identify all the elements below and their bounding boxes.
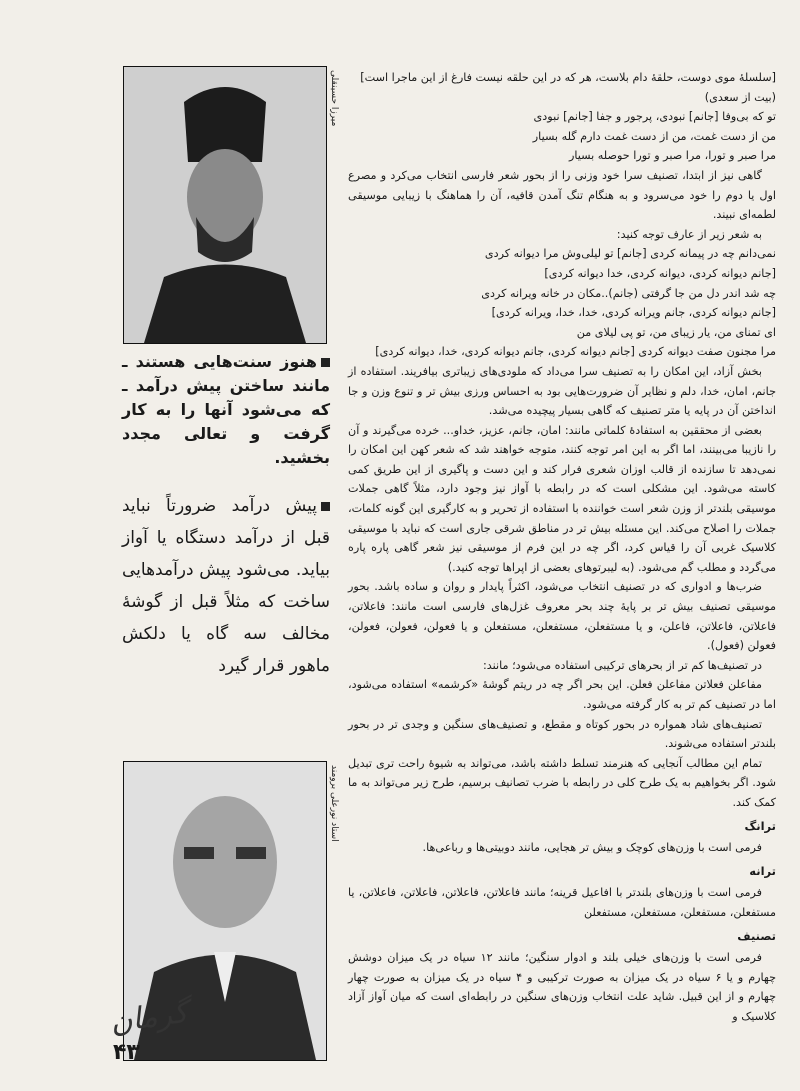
caption-top: میرزا حسینقلی — [329, 70, 339, 127]
bullet-icon — [321, 502, 330, 511]
paragraph: در تصنیف‌ها کم تر از بحرهای ترکیبی استفاده می‌شود؛ مانند: — [483, 658, 762, 672]
paragraph: گاهی نیز از ابتدا، تصنیف سرا خود وزنی را از بحور شعر فارسی انتخاب می‌کرد و مصرع اول یا دوم را خود می‌سرود و به هنگام تنگ آمدن قافیه، آن را هماهنگ با زیبایی موسیقی لطمه‌ای نبیند. — [348, 168, 776, 222]
article-body — [348, 68, 776, 1078]
paragraph: ضرب‌ها و ادواری که در تصنیف انتخاب می‌شود، اکثراً پایدار و روان و ساده باشد. بحور موسیقی تصنیف بیش تر بر پایهٔ چند بحر معروف غزل‌های فارسی است مانند: فاعلاتن، فاعلاتن، فاعلاتن، فاعلن، و یا مستفعلن، مستفعلن، مستفعلن و یا فعولن، فعولن، فعولن، فعولن (فعول). — [348, 580, 776, 653]
poem-line: مرا صبر و تورا، مرا صبر و تورا حوصله بسیار — [568, 149, 776, 163]
poem-line: ای تمنای من، یار زیبای من، تو پی لیلای من — [576, 325, 776, 339]
section-heading: ترانه — [749, 863, 776, 878]
poem-line: من از دست غمت، من از دست غمت دارم گله بسیار — [532, 129, 776, 143]
poem-line: تو که بی‌وفا [جانم] نبودی، پرجور و جفا [جانم] نبودی — [533, 110, 776, 124]
section-heading: تصنیف — [737, 928, 776, 943]
pull-quote-2-text: پیش درآمد ضرورتاً نباید قبل از درآمد دستگاه یا آواز بیاید. می‌شود پیش درآمدهایی ساخت که مثلاً قبل از گوشهٔ مخالف سه گاه یا دلکش ماهور قرار گیرد — [122, 496, 330, 676]
poem-line: [سلسلهٔ موی دوست، حلقهٔ دام بلاست، هر که در این حلقه نیست فارغ از این ماجرا است] — [360, 71, 776, 84]
paragraph: به شعر زیر از عارف توجه کنید: — [616, 227, 762, 241]
paragraph: فرمی است با وزن‌های بلندتر با افاعیل قرینه؛ مانند فاعلاتن، فاعلاتن، فاعلاتن، فاعلاتن، یا مستفعلن، مستفعلن، مستفعلن، مستفعلن — [348, 886, 776, 919]
section-heading: ترانگ — [744, 818, 776, 833]
magazine-logo: گرمان — [107, 994, 191, 1041]
paragraph: مفاعلن فعلاتن مفاعلن فعلن. این بحر اگر چه در ریتم گوشهٔ «کرشمه» استفاده می‌شود، اما در تصنیف کم تر به کار گرفته می‌شود. — [348, 678, 776, 711]
poem-line: نمی‌دانم چه در پیمانه کردی [جانم] تو لیلی‌وش مرا دیوانه کردی — [484, 247, 776, 261]
portrait-photo-top — [123, 66, 327, 344]
bullet-icon — [321, 358, 330, 367]
pull-quote-2 — [122, 490, 330, 682]
paragraph: تمام این مطالب آنجایی که هنرمند تسلط داشته باشد، می‌تواند به شیوهٔ راحت تری تبدیل شود. اگر بخواهیم به یک طرح کلی در رابطه با ضرب تصانیف برسیم، طرح زیر می‌تواند به ما کمک کند. — [348, 756, 776, 809]
page-number: ۴۳ — [113, 1040, 140, 1065]
paragraph: فرمی است با وزن‌های خیلی بلند و ادوار سنگین؛ مانند ۱۲ سیاه در یک میزان دوشش چهارم و یا ۶ سیاه در یک میزان به صورت ترکیبی و ۴ سیاه در یک میزان به صورت چهار چهارم و از این قبیل. شاید علت انتخاب وزن‌های سنگین در رابطه‌ای است که میان آواز آزاد کلاسیک و — [348, 951, 776, 1023]
pull-quote-1 — [122, 350, 330, 470]
poem-line: مرا مجنون صفت دیوانه کردی [جانم دیوانه کردی، جانم دیوانه کردی، خدا، دیوانه کردی] — [375, 345, 776, 359]
pull-quote-1-text: هنوز سنت‌هایی هستند ـ مانند ساختن پیش درآمد ـ که می‌شود آنها را به کار گرفت و تعالی مجدد بخشید. — [122, 352, 330, 467]
portrait-top-illustration — [124, 67, 326, 343]
caption-bottom: استاد نورعلی برومند — [329, 765, 339, 842]
poem-line: چه شد اندر دل من جا گرفتی (جانم)..مکان در خانه ویرانه کردی — [481, 286, 776, 300]
poem-line: [جانم دیوانه کردی، دیوانه کردی، خدا دیوانه کردی] — [544, 266, 776, 280]
paragraph: فرمی است با وزن‌های کوچک و بیش تر هجایی، مانند دوبیتی‌ها و رباعی‌ها. — [422, 841, 762, 855]
paragraph: بخش آزاد، این امکان را به تصنیف سرا می‌داد که ملودی‌های زیباتری بیافریند. استفاده از جانم، امان، خدا، دلم و نظایر آن ضرورت‌هایی بود به احساس ورزی بیش تر و تنوع وزن و جا انداختن آن در پایه یا متر تصنیف که گاهی بسیار پیچیده می‌شد. — [348, 364, 776, 418]
paragraph: بعضی از محققین به استفادهٔ کلماتی مانند: امان، جانم، عزیز، خداو... خرده می‌گیرند و آن را نازیبا می‌بینند، اما اگر به این امر توجه کنند، متوجه خواهند شد که شعر کهن این امکان را نمی‌دهد تا سازنده از قالب اوزان شعری فرار کند و این دست و پاگیری از این طریق کمی کاسته می‌شود. این مشکلی است که در رابطه با آواز نیز وجود دارد، مثلاً گاهی جملات موسیقی بلندتر از وزن شعر است خواننده با استفاده از تحریر و به کارگیری این گونه کلمات، جملات را اصلاح می‌کند. این مسئله بیش تر در مناطق شرقی جاری است که نباید با موسیقی کلاسیک غربی آن را قیاس کرد، اگر چه در این فرم از موسیقی نیز شعر گاهی پاره پاره می‌گردد و مطلب گم می‌شود. (به لیبرتوهای بعضی از اپرا‌ها توجه کنید.) — [348, 423, 776, 574]
paragraph: تصنیف‌های شاد همواره در بحور کوتاه و مقطع، و تصنیف‌های سنگین و وجدی تر در بحور بلندتر استفاده می‌شوند. — [348, 717, 776, 751]
poem-line: (بیت از سعدی) — [704, 90, 776, 104]
poem-line: [جانم دیوانه کردی، جانم ویرانه کردی، خدا، خدا، ویرانه کردی] — [491, 306, 776, 320]
